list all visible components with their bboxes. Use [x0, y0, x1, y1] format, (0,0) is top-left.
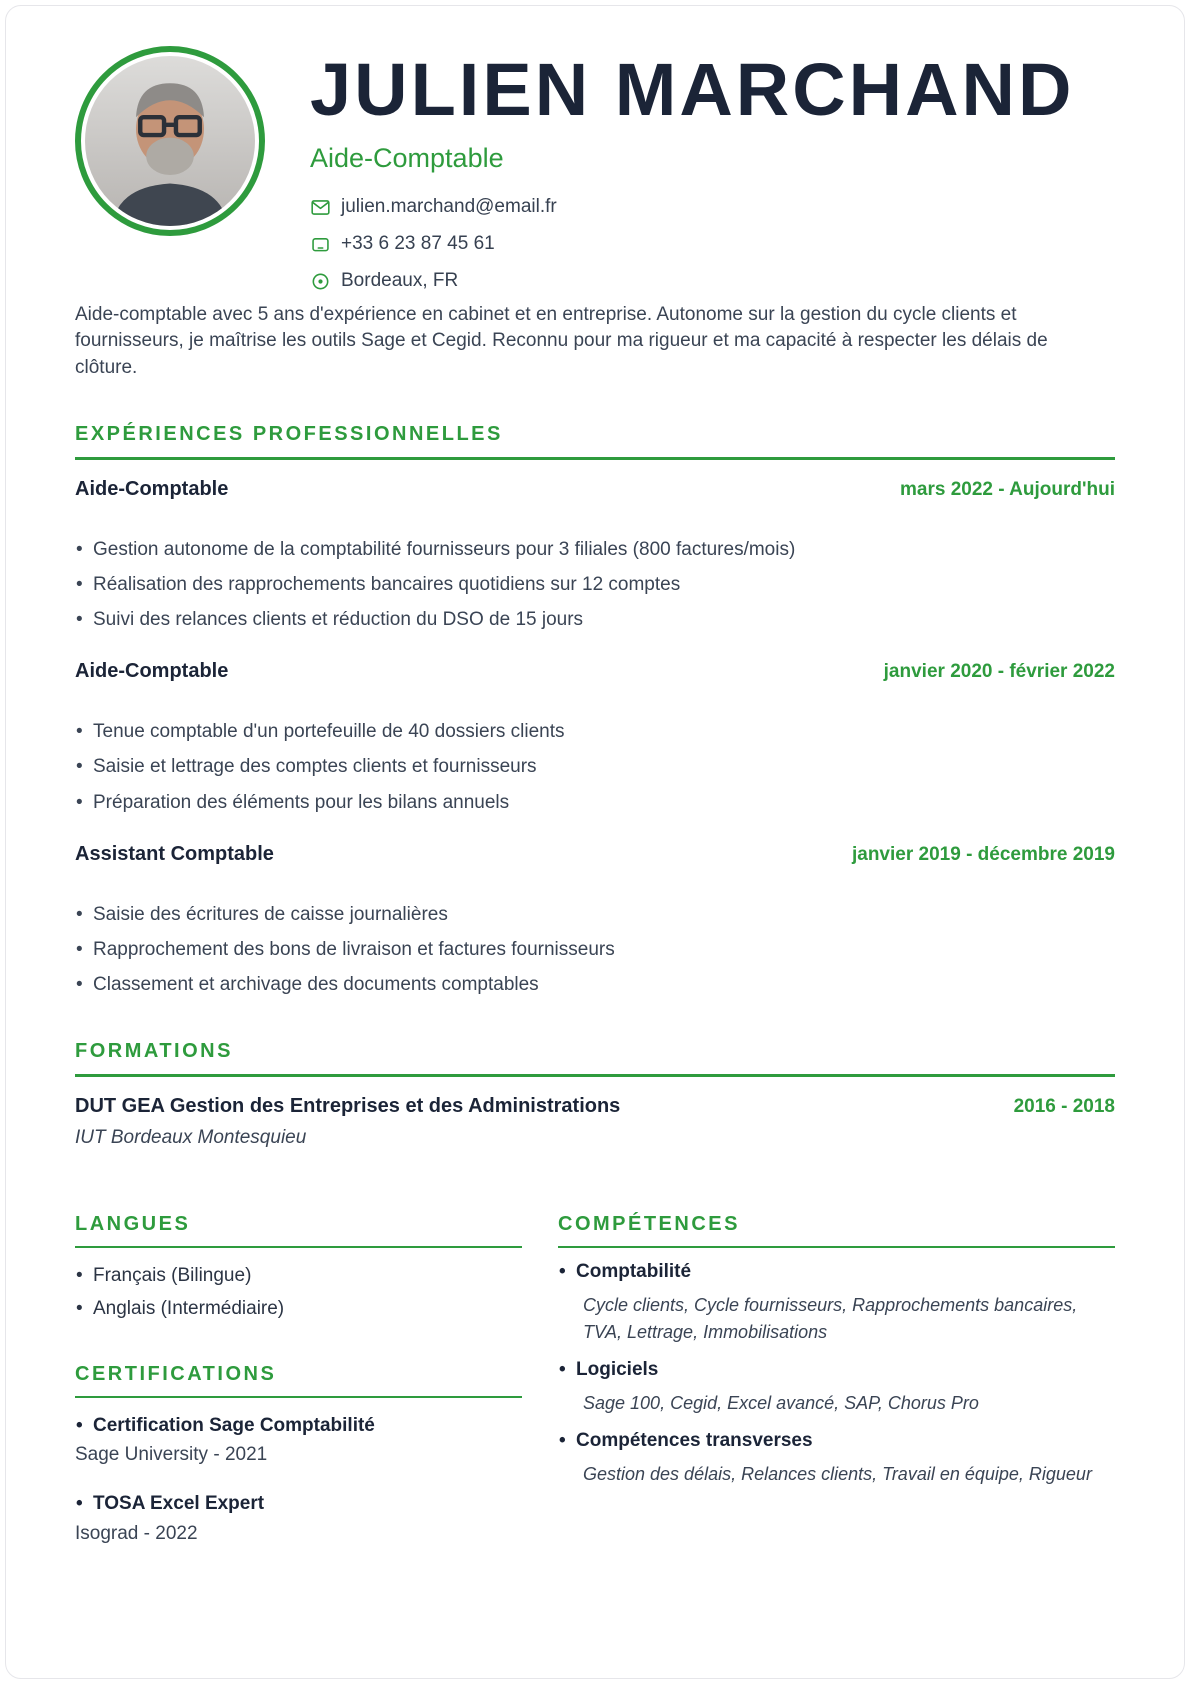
section-competences [558, 1213, 1115, 1487]
job-entry [75, 660, 1115, 816]
job-title: Aide-Comptable [75, 660, 229, 683]
job-title-row [75, 660, 1115, 683]
section-langues [75, 1213, 522, 1322]
competence-details: Cycle clients, Cycle fournisseurs, Rapprochements bancaires, TVA, Lettrage, Immobilisations [583, 1295, 1078, 1343]
phone-icon [310, 234, 331, 255]
section-rule [558, 1246, 1115, 1248]
contact-email-text: julien.marchand@email.fr [341, 196, 557, 218]
bottom-columns [75, 1213, 1115, 1569]
job-dates: janvier 2019 - décembre 2019 [851, 843, 1115, 865]
competence-category: • Comptabilité [558, 1260, 1115, 1285]
education-title-row [75, 1095, 1115, 1118]
job-bullet: • Saisie et lettrage des comptes clients et fournisseurs [75, 754, 1115, 780]
competence-category: • Logiciels [558, 1358, 1115, 1383]
profile-photo-placeholder [85, 56, 255, 226]
contact-location-text: Bordeaux, FR [341, 270, 459, 292]
language-item: • Français (Bilingue) [75, 1263, 522, 1290]
competence-category: • Compétences transverses [558, 1429, 1115, 1454]
profile-photo [85, 56, 255, 226]
job-bullet: • Classement et archivage des documents comptables [75, 972, 1115, 998]
contact-phone-text: +33 6 23 87 45 61 [341, 233, 495, 255]
person-name: JULIEN MARCHAND [310, 48, 1075, 131]
job-title: Aide-Comptable [75, 477, 229, 500]
job-bullet: • Gestion autonome de la comptabilité fournisseurs pour 3 filiales (800 factures/mois) [75, 537, 1115, 563]
section-rule [75, 457, 1115, 460]
section-rule [75, 1074, 1115, 1077]
competences-heading: COMPÉTENCES [558, 1213, 740, 1236]
certification-entry [75, 1491, 522, 1545]
competence-details: Sage 100, Cegid, Excel avancé, SAP, Chorus Pro [583, 1392, 979, 1413]
job-bullet-list [75, 537, 1115, 634]
competence-details: Gestion des délais, Relances clients, Travail en équipe, Rigueur [583, 1463, 1092, 1484]
job-dates: mars 2022 - Aujourd'hui [900, 478, 1115, 500]
langues-heading: LANGUES [75, 1213, 191, 1236]
section-certifications [75, 1363, 522, 1545]
job-bullet: • Préparation des éléments pour les bilans annuels [75, 790, 1115, 816]
job-title-row [75, 843, 1115, 866]
section-rule [75, 1246, 522, 1248]
job-entry [75, 843, 1115, 999]
certification-issuer: Isograd - 2022 [75, 1522, 198, 1544]
left-column [75, 1213, 522, 1569]
job-title: Assistant Comptable [75, 842, 274, 865]
job-bullet-list [75, 902, 1115, 999]
contact-phone [310, 233, 1074, 255]
competence-entry [558, 1429, 1115, 1488]
job-bullet: • Réalisation des rapprochements bancaires quotidiens sur 12 comptes [75, 572, 1115, 598]
certification-entry [75, 1413, 522, 1467]
certification-name: • Certification Sage Comptabilité [75, 1413, 522, 1439]
job-headline: Aide-Comptable [310, 143, 504, 174]
section-formations [75, 1040, 1115, 1149]
education-school: IUT Bordeaux Montesquieu [75, 1127, 307, 1149]
formations-heading: FORMATIONS [75, 1040, 233, 1063]
right-column [558, 1213, 1115, 1569]
competence-entry [558, 1358, 1115, 1417]
header [75, 46, 1115, 292]
job-bullet: • Suivi des relances clients et réduction du DSO de 15 jours [75, 607, 1115, 633]
profile-photo-ring [75, 46, 265, 236]
email-icon [310, 197, 331, 218]
certification-issuer: Sage University - 2021 [75, 1444, 268, 1466]
language-item: • Anglais (Intermédiaire) [75, 1296, 522, 1323]
header-text [310, 46, 1074, 292]
resume-page [5, 5, 1185, 1679]
job-title-row [75, 478, 1115, 501]
certification-name: • TOSA Excel Expert [75, 1491, 522, 1517]
job-bullet: • Rapprochement des bons de livraison et factures fournisseurs [75, 937, 1115, 963]
job-entry [75, 478, 1115, 634]
contact-email [310, 196, 1074, 218]
competence-entry [558, 1260, 1115, 1346]
experience-heading: EXPÉRIENCES PROFESSIONNELLES [75, 422, 503, 445]
job-bullet-list [75, 719, 1115, 816]
contact-location [310, 270, 1074, 292]
language-list [75, 1263, 522, 1322]
contact-list [310, 196, 1074, 292]
job-bullet: • Saisie des écritures de caisse journalières [75, 902, 1115, 928]
job-dates: janvier 2020 - février 2022 [883, 661, 1115, 683]
education-dates: 2016 - 2018 [1013, 1096, 1115, 1118]
section-rule [75, 1396, 522, 1398]
job-bullet: • Tenue comptable d'un portefeuille de 40 dossiers clients [75, 719, 1115, 745]
profile-summary: Aide-comptable avec 5 ans d'expérience en cabinet et en entreprise. Autonome sur la gestion du cycle clients et fournisseurs, je maîtrise les outils Sage et Cegid. Reconnu pour ma rigueur et ma capacité à respecter les délais de clôture. [75, 304, 1048, 378]
certifications-heading: CERTIFICATIONS [75, 1362, 277, 1385]
education-degree: DUT GEA Gestion des Entreprises et des Administrations [75, 1095, 621, 1118]
education-entry [75, 1095, 1115, 1149]
location-icon [310, 271, 331, 292]
section-experience [75, 423, 1115, 999]
